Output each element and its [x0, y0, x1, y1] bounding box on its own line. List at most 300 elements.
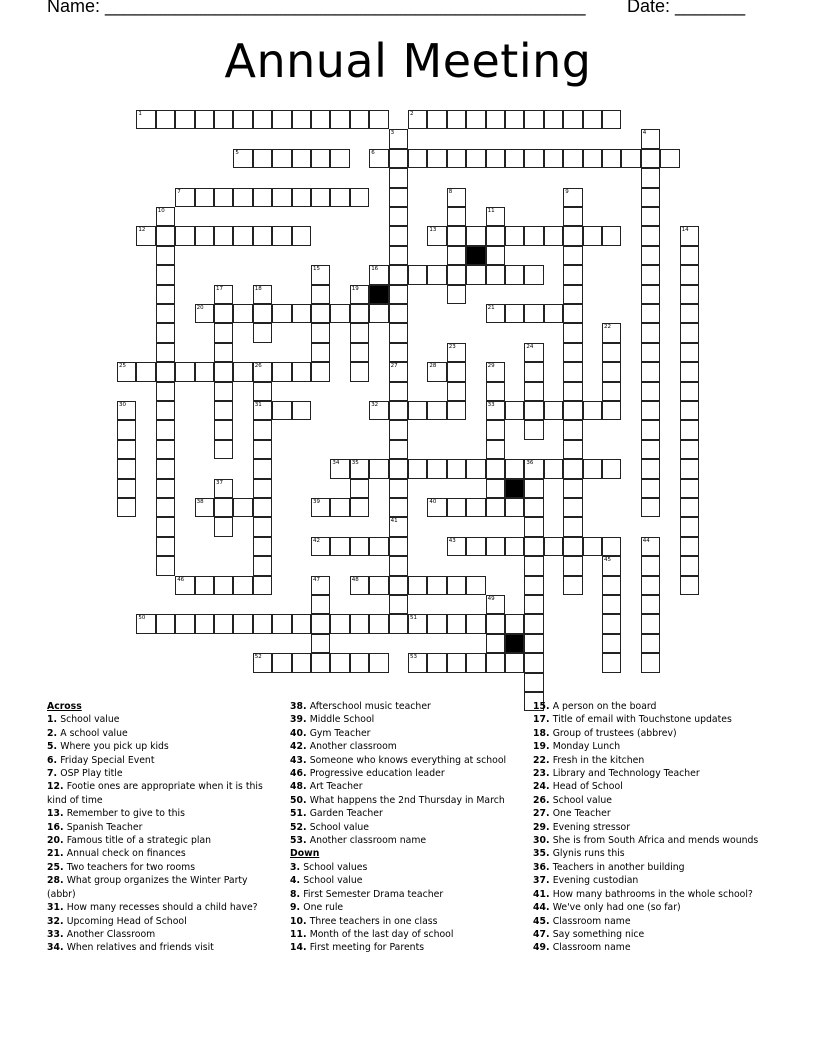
grid-cell[interactable]	[680, 382, 699, 401]
grid-cell[interactable]	[214, 479, 233, 498]
grid-cell[interactable]	[350, 479, 369, 498]
grid-cell[interactable]	[156, 382, 175, 401]
grid-cell[interactable]	[350, 188, 369, 207]
grid-cell[interactable]	[389, 517, 408, 536]
grid-cell[interactable]	[486, 207, 505, 226]
grid-cell[interactable]	[641, 479, 660, 498]
grid-cell[interactable]	[563, 207, 582, 226]
grid-cell[interactable]	[156, 614, 175, 633]
grid-cell[interactable]	[680, 479, 699, 498]
grid-cell[interactable]	[680, 362, 699, 381]
grid-cell[interactable]	[660, 149, 679, 168]
grid-cell[interactable]	[563, 323, 582, 342]
grid-cell[interactable]	[563, 517, 582, 536]
grid-cell[interactable]	[505, 149, 524, 168]
grid-cell[interactable]	[505, 614, 524, 633]
grid-cell[interactable]	[486, 537, 505, 556]
grid-cell[interactable]	[602, 382, 621, 401]
grid-cell[interactable]	[408, 110, 427, 129]
grid-cell[interactable]	[195, 188, 214, 207]
grid-cell[interactable]	[486, 265, 505, 284]
grid-cell[interactable]	[156, 556, 175, 575]
grid-cell[interactable]	[524, 343, 543, 362]
grid-cell[interactable]	[389, 362, 408, 381]
grid-cell[interactable]	[427, 576, 446, 595]
grid-cell[interactable]	[117, 440, 136, 459]
grid-cell[interactable]	[466, 149, 485, 168]
grid-cell[interactable]	[447, 653, 466, 672]
grid-cell[interactable]	[156, 362, 175, 381]
grid-cell[interactable]	[680, 285, 699, 304]
grid-cell[interactable]	[253, 188, 272, 207]
grid-cell[interactable]	[175, 226, 194, 245]
grid-cell[interactable]	[214, 498, 233, 517]
grid-cell[interactable]	[292, 304, 311, 323]
grid-cell[interactable]	[486, 110, 505, 129]
grid-cell[interactable]	[563, 420, 582, 439]
grid-cell[interactable]	[447, 401, 466, 420]
grid-cell[interactable]	[389, 537, 408, 556]
grid-cell[interactable]	[486, 362, 505, 381]
grid-cell[interactable]	[330, 110, 349, 129]
grid-cell[interactable]	[524, 459, 543, 478]
grid-cell[interactable]	[641, 556, 660, 575]
grid-cell[interactable]	[311, 362, 330, 381]
grid-cell[interactable]	[156, 265, 175, 284]
grid-cell[interactable]	[195, 362, 214, 381]
grid-cell[interactable]	[524, 556, 543, 575]
name-field[interactable]: Name: ________________________________________________	[47, 0, 586, 16]
grid-cell[interactable]	[389, 285, 408, 304]
grid-cell[interactable]	[253, 440, 272, 459]
grid-cell[interactable]	[330, 614, 349, 633]
grid-cell[interactable]	[408, 614, 427, 633]
grid-cell[interactable]	[505, 304, 524, 323]
grid-cell[interactable]	[311, 149, 330, 168]
grid-cell[interactable]	[272, 614, 291, 633]
grid-cell[interactable]	[389, 420, 408, 439]
grid-cell[interactable]	[641, 323, 660, 342]
grid-cell[interactable]	[253, 653, 272, 672]
grid-cell[interactable]	[292, 362, 311, 381]
grid-cell[interactable]	[156, 207, 175, 226]
grid-cell[interactable]	[233, 188, 252, 207]
grid-cell[interactable]	[369, 265, 388, 284]
grid-cell[interactable]	[486, 304, 505, 323]
grid-cell[interactable]	[486, 634, 505, 653]
grid-cell[interactable]	[389, 479, 408, 498]
grid-cell[interactable]	[389, 343, 408, 362]
grid-cell[interactable]	[330, 459, 349, 478]
grid-cell[interactable]	[253, 401, 272, 420]
grid-cell[interactable]	[641, 653, 660, 672]
grid-cell[interactable]	[524, 517, 543, 536]
grid-cell[interactable]	[292, 110, 311, 129]
grid-cell[interactable]	[602, 149, 621, 168]
grid-cell[interactable]	[214, 285, 233, 304]
grid-cell[interactable]	[350, 343, 369, 362]
grid-cell[interactable]	[156, 323, 175, 342]
grid-cell[interactable]	[156, 110, 175, 129]
grid-cell[interactable]	[680, 226, 699, 245]
grid-cell[interactable]	[563, 556, 582, 575]
grid-cell[interactable]	[466, 265, 485, 284]
grid-cell[interactable]	[389, 401, 408, 420]
grid-cell[interactable]	[369, 149, 388, 168]
grid-cell[interactable]	[330, 537, 349, 556]
grid-cell[interactable]	[311, 653, 330, 672]
grid-cell[interactable]	[389, 129, 408, 148]
grid-cell[interactable]	[389, 226, 408, 245]
grid-cell[interactable]	[427, 498, 446, 517]
grid-cell[interactable]	[330, 188, 349, 207]
grid-cell[interactable]	[117, 420, 136, 439]
grid-cell[interactable]	[156, 285, 175, 304]
grid-cell[interactable]	[311, 323, 330, 342]
grid-cell[interactable]	[466, 459, 485, 478]
grid-cell[interactable]	[369, 459, 388, 478]
grid-cell[interactable]	[408, 653, 427, 672]
grid-cell[interactable]	[486, 382, 505, 401]
grid-cell[interactable]	[214, 401, 233, 420]
grid-cell[interactable]	[583, 110, 602, 129]
grid-cell[interactable]	[408, 459, 427, 478]
grid-cell[interactable]	[544, 226, 563, 245]
grid-cell[interactable]	[563, 576, 582, 595]
grid-cell[interactable]	[524, 673, 543, 692]
grid-cell[interactable]	[486, 479, 505, 498]
grid-cell[interactable]	[214, 323, 233, 342]
grid-cell[interactable]	[156, 440, 175, 459]
grid-cell[interactable]	[156, 498, 175, 517]
grid-cell[interactable]	[136, 226, 155, 245]
grid-cell[interactable]	[563, 498, 582, 517]
grid-cell[interactable]	[253, 110, 272, 129]
grid-cell[interactable]	[680, 556, 699, 575]
grid-cell[interactable]	[292, 614, 311, 633]
grid-cell[interactable]	[641, 207, 660, 226]
grid-cell[interactable]	[214, 226, 233, 245]
grid-cell[interactable]	[563, 362, 582, 381]
grid-cell[interactable]	[680, 498, 699, 517]
grid-cell[interactable]	[253, 382, 272, 401]
grid-cell[interactable]	[641, 304, 660, 323]
grid-cell[interactable]	[447, 265, 466, 284]
grid-cell[interactable]	[389, 207, 408, 226]
grid-cell[interactable]	[350, 459, 369, 478]
grid-cell[interactable]	[563, 246, 582, 265]
grid-cell[interactable]	[447, 226, 466, 245]
grid-cell[interactable]	[524, 576, 543, 595]
grid-cell[interactable]	[389, 576, 408, 595]
grid-cell[interactable]	[369, 110, 388, 129]
grid-cell[interactable]	[389, 323, 408, 342]
grid-cell[interactable]	[680, 517, 699, 536]
grid-cell[interactable]	[544, 401, 563, 420]
grid-cell[interactable]	[272, 110, 291, 129]
grid-cell[interactable]	[583, 537, 602, 556]
grid-cell[interactable]	[524, 479, 543, 498]
grid-cell[interactable]	[389, 149, 408, 168]
grid-cell[interactable]	[447, 285, 466, 304]
grid-cell[interactable]	[641, 401, 660, 420]
grid-cell[interactable]	[563, 285, 582, 304]
grid-cell[interactable]	[544, 537, 563, 556]
grid-cell[interactable]	[641, 246, 660, 265]
grid-cell[interactable]	[602, 459, 621, 478]
grid-cell[interactable]	[602, 634, 621, 653]
grid-cell[interactable]	[389, 265, 408, 284]
grid-cell[interactable]	[486, 595, 505, 614]
grid-cell[interactable]	[641, 420, 660, 439]
grid-cell[interactable]	[524, 382, 543, 401]
grid-cell[interactable]	[272, 362, 291, 381]
grid-cell[interactable]	[369, 401, 388, 420]
grid-cell[interactable]	[214, 362, 233, 381]
grid-cell[interactable]	[524, 420, 543, 439]
grid-cell[interactable]	[311, 265, 330, 284]
grid-cell[interactable]	[680, 343, 699, 362]
grid-cell[interactable]	[350, 110, 369, 129]
grid-cell[interactable]	[272, 653, 291, 672]
grid-cell[interactable]	[350, 498, 369, 517]
grid-cell[interactable]	[505, 498, 524, 517]
grid-cell[interactable]	[156, 343, 175, 362]
grid-cell[interactable]	[544, 110, 563, 129]
grid-cell[interactable]	[563, 265, 582, 284]
grid-cell[interactable]	[214, 304, 233, 323]
grid-cell[interactable]	[195, 614, 214, 633]
grid-cell[interactable]	[486, 498, 505, 517]
grid-cell[interactable]	[641, 168, 660, 187]
grid-cell[interactable]	[156, 304, 175, 323]
grid-cell[interactable]	[641, 226, 660, 245]
grid-cell[interactable]	[486, 440, 505, 459]
grid-cell[interactable]	[233, 614, 252, 633]
grid-cell[interactable]	[389, 614, 408, 633]
grid-cell[interactable]	[330, 304, 349, 323]
grid-cell[interactable]	[427, 653, 446, 672]
grid-cell[interactable]	[602, 323, 621, 342]
grid-cell[interactable]	[641, 634, 660, 653]
grid-cell[interactable]	[156, 246, 175, 265]
grid-cell[interactable]	[253, 362, 272, 381]
grid-cell[interactable]	[641, 440, 660, 459]
grid-cell[interactable]	[524, 498, 543, 517]
grid-cell[interactable]	[350, 653, 369, 672]
grid-cell[interactable]	[389, 498, 408, 517]
grid-cell[interactable]	[330, 653, 349, 672]
grid-cell[interactable]	[486, 226, 505, 245]
grid-cell[interactable]	[330, 149, 349, 168]
grid-cell[interactable]	[583, 401, 602, 420]
grid-cell[interactable]	[195, 110, 214, 129]
grid-cell[interactable]	[505, 265, 524, 284]
grid-cell[interactable]	[486, 459, 505, 478]
grid-cell[interactable]	[447, 498, 466, 517]
grid-cell[interactable]	[292, 188, 311, 207]
grid-cell[interactable]	[447, 537, 466, 556]
grid-cell[interactable]	[214, 440, 233, 459]
grid-cell[interactable]	[311, 634, 330, 653]
grid-cell[interactable]	[369, 537, 388, 556]
grid-cell[interactable]	[292, 401, 311, 420]
grid-cell[interactable]	[641, 362, 660, 381]
grid-cell[interactable]	[330, 498, 349, 517]
grid-cell[interactable]	[544, 304, 563, 323]
grid-cell[interactable]	[427, 226, 446, 245]
grid-cell[interactable]	[350, 285, 369, 304]
grid-cell[interactable]	[621, 149, 640, 168]
grid-cell[interactable]	[524, 595, 543, 614]
grid-cell[interactable]	[233, 304, 252, 323]
grid-cell[interactable]	[583, 149, 602, 168]
grid-cell[interactable]	[233, 498, 252, 517]
grid-cell[interactable]	[563, 343, 582, 362]
grid-cell[interactable]	[466, 110, 485, 129]
grid-cell[interactable]	[272, 401, 291, 420]
grid-cell[interactable]	[447, 362, 466, 381]
grid-cell[interactable]	[641, 188, 660, 207]
grid-cell[interactable]	[175, 576, 194, 595]
grid-cell[interactable]	[253, 517, 272, 536]
grid-cell[interactable]	[544, 459, 563, 478]
grid-cell[interactable]	[156, 537, 175, 556]
grid-cell[interactable]	[389, 168, 408, 187]
grid-cell[interactable]	[602, 226, 621, 245]
grid-cell[interactable]	[156, 420, 175, 439]
grid-cell[interactable]	[408, 265, 427, 284]
grid-cell[interactable]	[447, 343, 466, 362]
grid-cell[interactable]	[466, 537, 485, 556]
grid-cell[interactable]	[680, 576, 699, 595]
grid-cell[interactable]	[350, 362, 369, 381]
grid-cell[interactable]	[311, 498, 330, 517]
grid-cell[interactable]	[680, 420, 699, 439]
grid-cell[interactable]	[175, 110, 194, 129]
grid-cell[interactable]	[486, 149, 505, 168]
grid-cell[interactable]	[214, 614, 233, 633]
grid-cell[interactable]	[389, 556, 408, 575]
grid-cell[interactable]	[136, 110, 155, 129]
grid-cell[interactable]	[369, 576, 388, 595]
grid-cell[interactable]	[486, 420, 505, 439]
grid-cell[interactable]	[233, 226, 252, 245]
grid-cell[interactable]	[136, 362, 155, 381]
grid-cell[interactable]	[156, 226, 175, 245]
grid-cell[interactable]	[408, 576, 427, 595]
grid-cell[interactable]	[427, 459, 446, 478]
grid-cell[interactable]	[602, 595, 621, 614]
grid-cell[interactable]	[602, 556, 621, 575]
grid-cell[interactable]	[563, 401, 582, 420]
grid-cell[interactable]	[233, 149, 252, 168]
grid-cell[interactable]	[563, 110, 582, 129]
grid-cell[interactable]	[602, 343, 621, 362]
grid-cell[interactable]	[311, 595, 330, 614]
grid-cell[interactable]	[214, 343, 233, 362]
grid-cell[interactable]	[253, 285, 272, 304]
grid-cell[interactable]	[602, 653, 621, 672]
grid-cell[interactable]	[253, 479, 272, 498]
grid-cell[interactable]	[544, 149, 563, 168]
grid-cell[interactable]	[214, 382, 233, 401]
grid-cell[interactable]	[292, 653, 311, 672]
grid-cell[interactable]	[175, 188, 194, 207]
grid-cell[interactable]	[195, 304, 214, 323]
grid-cell[interactable]	[680, 459, 699, 478]
grid-cell[interactable]	[117, 479, 136, 498]
grid-cell[interactable]	[447, 149, 466, 168]
grid-cell[interactable]	[583, 226, 602, 245]
grid-cell[interactable]	[156, 479, 175, 498]
grid-cell[interactable]	[486, 614, 505, 633]
grid-cell[interactable]	[505, 537, 524, 556]
grid-cell[interactable]	[233, 110, 252, 129]
grid-cell[interactable]	[641, 498, 660, 517]
grid-cell[interactable]	[563, 226, 582, 245]
grid-cell[interactable]	[389, 459, 408, 478]
grid-cell[interactable]	[524, 401, 543, 420]
grid-cell[interactable]	[311, 188, 330, 207]
grid-cell[interactable]	[136, 614, 155, 633]
grid-cell[interactable]	[524, 653, 543, 672]
grid-cell[interactable]	[524, 226, 543, 245]
grid-cell[interactable]	[117, 459, 136, 478]
grid-cell[interactable]	[447, 246, 466, 265]
grid-cell[interactable]	[311, 110, 330, 129]
grid-cell[interactable]	[602, 614, 621, 633]
grid-cell[interactable]	[524, 110, 543, 129]
grid-cell[interactable]	[447, 188, 466, 207]
grid-cell[interactable]	[447, 382, 466, 401]
grid-cell[interactable]	[641, 343, 660, 362]
grid-cell[interactable]	[505, 653, 524, 672]
grid-cell[interactable]	[350, 323, 369, 342]
grid-cell[interactable]	[524, 304, 543, 323]
grid-cell[interactable]	[563, 459, 582, 478]
grid-cell[interactable]	[389, 188, 408, 207]
grid-cell[interactable]	[447, 614, 466, 633]
grid-cell[interactable]	[505, 459, 524, 478]
grid-cell[interactable]	[272, 188, 291, 207]
grid-cell[interactable]	[680, 537, 699, 556]
grid-cell[interactable]	[447, 459, 466, 478]
grid-cell[interactable]	[233, 362, 252, 381]
grid-cell[interactable]	[389, 440, 408, 459]
grid-cell[interactable]	[175, 362, 194, 381]
grid-cell[interactable]	[602, 362, 621, 381]
grid-cell[interactable]	[466, 226, 485, 245]
grid-cell[interactable]	[408, 401, 427, 420]
grid-cell[interactable]	[389, 304, 408, 323]
grid-cell[interactable]	[641, 129, 660, 148]
grid-cell[interactable]	[253, 226, 272, 245]
grid-cell[interactable]	[389, 595, 408, 614]
grid-cell[interactable]	[641, 265, 660, 284]
grid-cell[interactable]	[641, 382, 660, 401]
grid-cell[interactable]	[117, 401, 136, 420]
grid-cell[interactable]	[253, 420, 272, 439]
grid-cell[interactable]	[641, 595, 660, 614]
grid-cell[interactable]	[253, 149, 272, 168]
grid-cell[interactable]	[369, 304, 388, 323]
grid-cell[interactable]	[214, 576, 233, 595]
grid-cell[interactable]	[427, 614, 446, 633]
grid-cell[interactable]	[253, 304, 272, 323]
grid-cell[interactable]	[350, 304, 369, 323]
grid-cell[interactable]	[311, 576, 330, 595]
